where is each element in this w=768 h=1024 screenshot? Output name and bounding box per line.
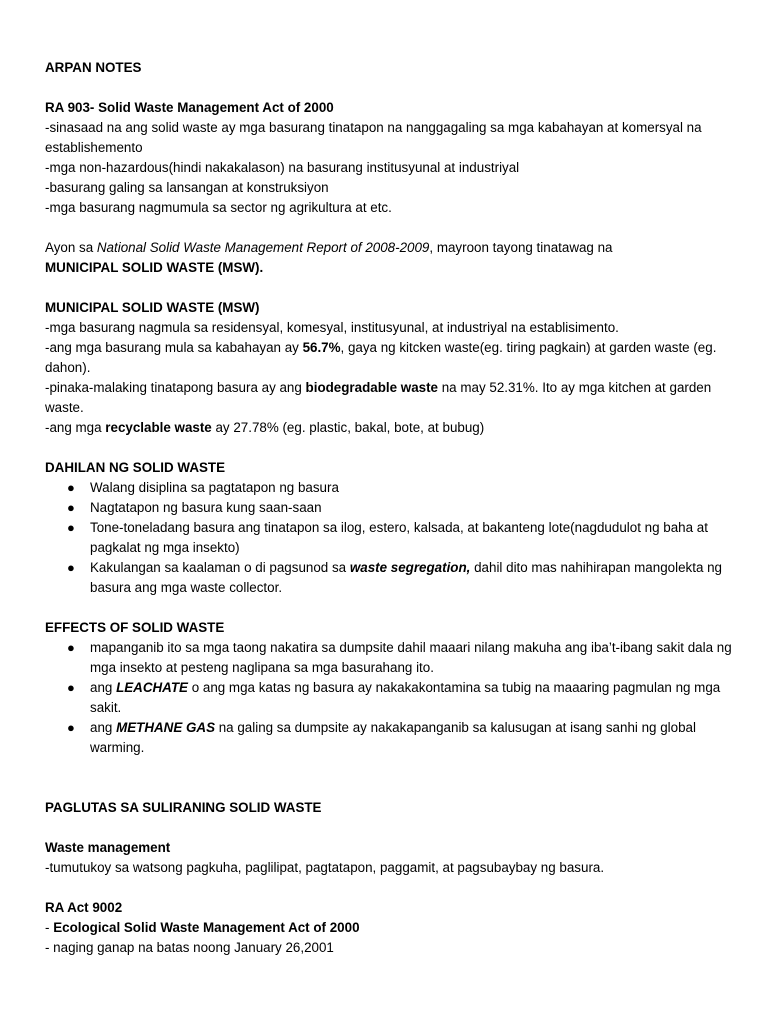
dahilan-heading: DAHILAN NG SOLID WASTE [45, 460, 226, 475]
ra903-section [45, 98, 735, 218]
ra9002-line-1 [45, 918, 735, 938]
list-item [45, 678, 735, 718]
list-item-text-post: dahil dito mas nahihirapan mangolekta ng basura ang mga waste collector. [90, 560, 723, 595]
list-item-text-post: na galing sa dumpsite ay nakakapanganib sa kalusugan at isang sanhi ng global warming. [90, 720, 696, 755]
list-item-text-post: o ang mga katas ng basura ay nakakakontamina sa tubig na maaaring pagmulan ng mga sakit. [90, 680, 721, 715]
msw-line-4-bold: recyclable waste [105, 420, 212, 435]
ra903-line-3: -basurang galing sa lansangan at konstruksiyon [45, 180, 329, 195]
paglutas-heading: PAGLUTAS SA SULIRANING SOLID WASTE [45, 800, 322, 815]
page-title: ARPAN NOTES [45, 60, 142, 75]
report-name: National Solid Waste Management Report of 2008-2009 [96, 240, 430, 255]
ra9002-section [45, 898, 735, 958]
bullet-icon: ● [67, 720, 75, 735]
effects-heading: EFFECTS OF SOLID WASTE [45, 620, 225, 635]
msw-line-4 [45, 418, 735, 438]
msw-term: MUNICIPAL SOLID WASTE (MSW). [45, 260, 264, 275]
list-item [45, 638, 735, 678]
list-item [45, 498, 735, 518]
list-item [45, 718, 735, 758]
msw-line-3-bold: biodegradable waste [305, 380, 439, 395]
bullet-icon: ● [67, 680, 75, 695]
msw-line-2-pre: -ang mga basurang mula sa kabahayan ay [45, 340, 303, 355]
ayon-paragraph [45, 238, 735, 278]
msw-heading: MUNICIPAL SOLID WASTE (MSW) [45, 300, 260, 315]
msw-line-1: -mga basurang nagmula sa residensyal, komesyal, institusyunal, at industriyal na establisimento. [45, 320, 619, 335]
msw-line-4-post: ay 27.78% (eg. plastic, bakal, bote, at bubug) [211, 420, 485, 435]
bullet-icon: ● [67, 640, 75, 655]
list-item-text-pre: ang [90, 720, 117, 735]
msw-line-4-pre: -ang mga [45, 420, 106, 435]
ra9002-line-1-bold: Ecological Solid Waste Management Act of 2000 [53, 920, 360, 935]
list-item [45, 518, 735, 558]
list-item-text-pre: Kakulangan sa kaalaman o di pagsunod sa [90, 560, 350, 575]
msw-line-3-pre: -pinaka-malaking tinatapong basura ay ang [45, 380, 306, 395]
list-item-emphasis: waste segregation, [349, 560, 471, 575]
ra903-heading: RA 903- Solid Waste Management Act of 2000 [45, 100, 334, 115]
dahilan-list [45, 478, 735, 598]
ra9002-line-2: - naging ganap na batas noong January 26,2001 [45, 940, 334, 955]
ra903-line-2: -mga non-hazardous(hindi nakakalason) na basurang institusyunal at industriyal [45, 160, 520, 175]
bullet-icon: ● [67, 560, 75, 575]
list-item-emphasis: METHANE GAS [116, 720, 216, 735]
paglutas-section [45, 798, 735, 818]
bullet-icon: ● [67, 520, 75, 535]
ra9002-line-1-pre: - [45, 920, 54, 935]
list-item-emphasis: LEACHATE [116, 680, 188, 695]
ayon-section [45, 238, 735, 278]
ra9002-heading: RA Act 9002 [45, 900, 123, 915]
waste-management-heading: Waste management [45, 840, 171, 855]
list-item-text-pre: ang [90, 680, 117, 695]
list-item [45, 558, 735, 598]
list-item [45, 478, 735, 498]
msw-line-2-post: , gaya ng kitcken waste(eg. tiring pagkain) at garden waste (eg. dahon). [45, 340, 717, 375]
msw-line-3-post: na may 52.31%. Ito ay mga kitchen at garden waste. [45, 380, 712, 415]
msw-line-2 [45, 338, 735, 378]
bullet-icon: ● [67, 480, 75, 495]
effects-section [45, 618, 735, 758]
list-item-text: mapanganib ito sa mga taong nakatira sa dumpsite dahil maaari nilang makuha ang iba’t-ibang sakit dala ng mga insekto at pesteng naglipana sa mga basurahang ito. [90, 640, 732, 675]
dahilan-section [45, 458, 735, 598]
ra903-line-4: -mga basurang nagmumula sa sector ng agrikultura at etc. [45, 200, 392, 215]
ayon-pre: Ayon sa [45, 240, 97, 255]
bullet-icon: ● [67, 500, 75, 515]
list-item-text: Walang disiplina sa pagtatapon ng basura [90, 480, 339, 495]
effects-list [45, 638, 735, 758]
msw-line-3 [45, 378, 735, 418]
msw-section [45, 298, 735, 438]
ra903-line-1: -sinasaad na ang solid waste ay mga basurang tinatapon na nanggagaling sa mga kabahayan at komersyal na establishemento [45, 120, 702, 155]
waste-management-section [45, 838, 735, 878]
ayon-post: , mayroon tayong tinatawag na [429, 240, 613, 255]
document [45, 58, 735, 958]
list-item-text: Nagtatapon ng basura kung saan-saan [90, 500, 322, 515]
msw-line-2-bold: 56.7% [302, 340, 341, 355]
waste-management-line: -tumutukoy sa watsong pagkuha, paglilipat, pagtatapon, paggamit, at pagsubaybay ng basura. [45, 860, 605, 875]
list-item-text: Tone-toneladang basura ang tinatapon sa ilog, estero, kalsada, at bakanteng lote(nagdudulot ng baha at pagkalat ng mga insekto) [90, 520, 708, 555]
